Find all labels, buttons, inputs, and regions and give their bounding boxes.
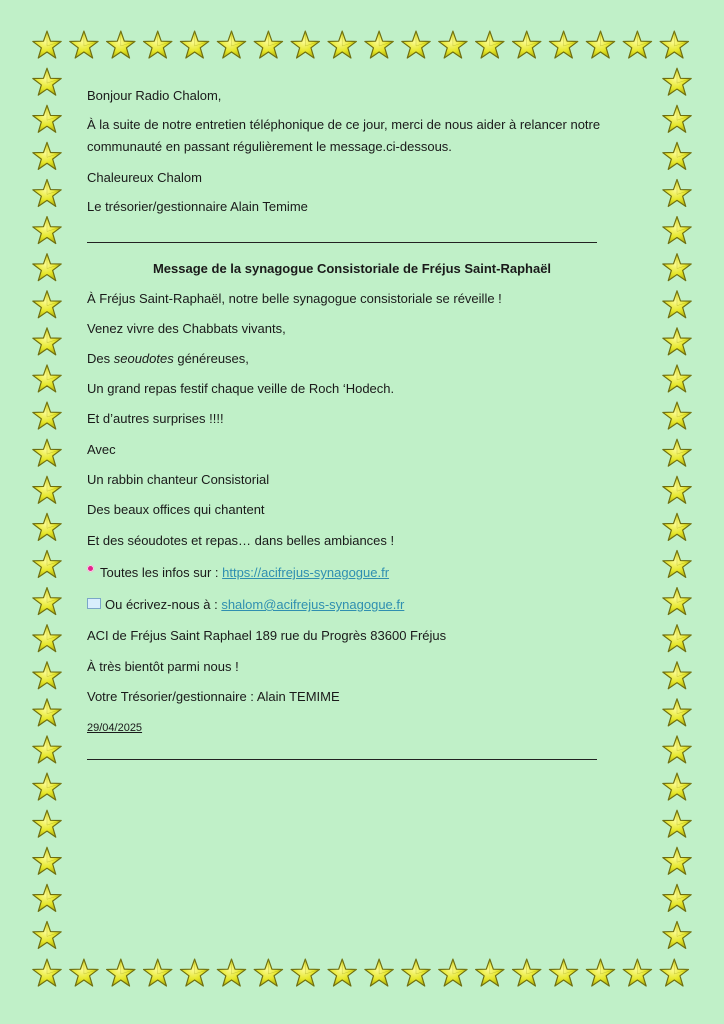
star-icon — [33, 105, 61, 132]
star-icon — [291, 31, 319, 58]
star-icon — [586, 31, 614, 58]
star-icon — [660, 959, 688, 986]
star-icon — [365, 31, 393, 58]
address: ACI de Fréjus Saint Raphael 189 rue du Progrès 83600 Fréjus — [87, 628, 447, 643]
star-icon — [549, 959, 577, 986]
text-italic: seoudotes — [113, 351, 174, 366]
info-label: Toutes les infos sur : — [100, 565, 223, 580]
message-line: Des beaux offices qui chantent — [87, 502, 265, 517]
star-icon — [328, 31, 356, 58]
closing: À très bientôt parmi nous ! — [87, 659, 239, 674]
star-icon — [254, 959, 282, 986]
star-icon — [663, 884, 691, 911]
star-icon — [660, 31, 688, 58]
star-icon — [33, 291, 61, 318]
pushpin-icon — [87, 565, 94, 572]
star-icon — [663, 699, 691, 726]
website-link[interactable]: https://acifrejus-synagogue.fr — [222, 565, 390, 580]
star-icon — [33, 550, 61, 577]
star-icon — [663, 291, 691, 318]
message-line: Et d’autres surprises !!!! — [87, 411, 224, 426]
star-icon — [33, 179, 61, 206]
star-icon — [663, 439, 691, 466]
star-icon — [663, 513, 691, 540]
star-icon — [70, 31, 98, 58]
signature: Votre Trésorier/gestionnaire : Alain TEMIME — [87, 689, 340, 704]
star-icon — [33, 810, 61, 837]
star-icon — [33, 662, 61, 689]
star-icon — [439, 959, 467, 986]
star-icon — [663, 773, 691, 800]
star-icon — [663, 662, 691, 689]
star-icon — [476, 959, 504, 986]
divider-top — [87, 242, 597, 243]
star-icon — [663, 625, 691, 652]
star-icon — [33, 773, 61, 800]
star-icon — [144, 959, 172, 986]
divider-bottom — [87, 759, 597, 760]
message-heading: Message de la synagogue Consistoriale de Fréjus Saint-Raphaël — [152, 261, 552, 276]
star-icon — [663, 365, 691, 392]
star-icon — [663, 402, 691, 429]
write-line — [87, 597, 404, 613]
star-icon — [33, 328, 61, 355]
star-icon — [402, 959, 430, 986]
message-line: Un grand repas festif chaque veille de Roch ‘Hodech. — [87, 381, 395, 396]
star-icon — [33, 217, 61, 244]
star-icon — [663, 736, 691, 763]
star-icon — [402, 31, 430, 58]
star-icon — [33, 921, 61, 948]
star-icon — [439, 31, 467, 58]
star-icon — [33, 588, 61, 615]
star-icon — [328, 959, 356, 986]
star-icon — [254, 31, 282, 58]
star-icon — [623, 31, 651, 58]
star-icon — [663, 921, 691, 948]
star-icon — [663, 810, 691, 837]
star-icon — [144, 31, 172, 58]
star-icon — [33, 699, 61, 726]
star-icon — [33, 513, 61, 540]
email-link[interactable]: shalom@acifrejus-synagogue.fr — [221, 597, 405, 612]
star-icon — [217, 959, 245, 986]
star-icon — [291, 959, 319, 986]
star-icon — [180, 31, 208, 58]
message-line: Un rabbin chanteur Consistorial — [87, 472, 270, 487]
star-icon — [33, 847, 61, 874]
star-icon — [180, 959, 208, 986]
star-icon — [513, 959, 541, 986]
write-label: Ou écrivez-nous à : — [105, 597, 222, 612]
star-icon — [33, 68, 61, 95]
star-icon — [476, 31, 504, 58]
star-icon — [107, 959, 135, 986]
greeting: Bonjour Radio Chalom, — [87, 88, 222, 103]
star-icon — [33, 254, 61, 281]
intro-paragraph: À la suite de notre entretien téléphonique de ce jour, merci de nous aider à relancer notre communauté en passant régulièrement le message.ci-dessous. — [87, 117, 601, 154]
star-icon — [33, 142, 61, 169]
message-line: Venez vivre des Chabbats vivants, — [87, 321, 286, 336]
star-icon — [365, 959, 393, 986]
star-icon — [663, 254, 691, 281]
star-icon — [33, 625, 61, 652]
star-icon — [33, 959, 61, 986]
star-icon — [663, 68, 691, 95]
star-icon — [33, 884, 61, 911]
star-icon — [33, 439, 61, 466]
star-icon — [33, 31, 61, 58]
star-icon — [663, 328, 691, 355]
star-icon — [663, 847, 691, 874]
star-icon — [217, 31, 245, 58]
star-icon — [33, 402, 61, 429]
star-icon — [663, 217, 691, 244]
star-icon — [663, 142, 691, 169]
info-line — [87, 565, 389, 581]
salutation: Chaleureux Chalom — [87, 170, 202, 185]
star-icon — [663, 550, 691, 577]
star-icon — [70, 959, 98, 986]
star-icon — [663, 105, 691, 132]
star-icon — [33, 476, 61, 503]
star-icon — [33, 365, 61, 392]
date: 29/04/2025 — [87, 722, 143, 734]
star-icon — [33, 736, 61, 763]
star-icon — [549, 31, 577, 58]
message-line: Et des séoudotes et repas… dans belles ambiances ! — [87, 533, 395, 548]
envelope-icon — [87, 598, 101, 609]
star-icon — [663, 588, 691, 615]
star-icon — [663, 179, 691, 206]
star-icon — [663, 476, 691, 503]
text: généreuses, — [173, 351, 249, 366]
message-line — [87, 351, 249, 367]
star-icon — [586, 959, 614, 986]
message-line: À Fréjus Saint-Raphaël, notre belle synagogue consistoriale se réveille ! — [87, 291, 502, 306]
star-icon — [107, 31, 135, 58]
star-icon — [623, 959, 651, 986]
star-icon — [513, 31, 541, 58]
text: Des — [87, 351, 114, 366]
message-line: Avec — [87, 442, 116, 457]
signature-top: Le trésorier/gestionnaire Alain Temime — [87, 199, 308, 214]
